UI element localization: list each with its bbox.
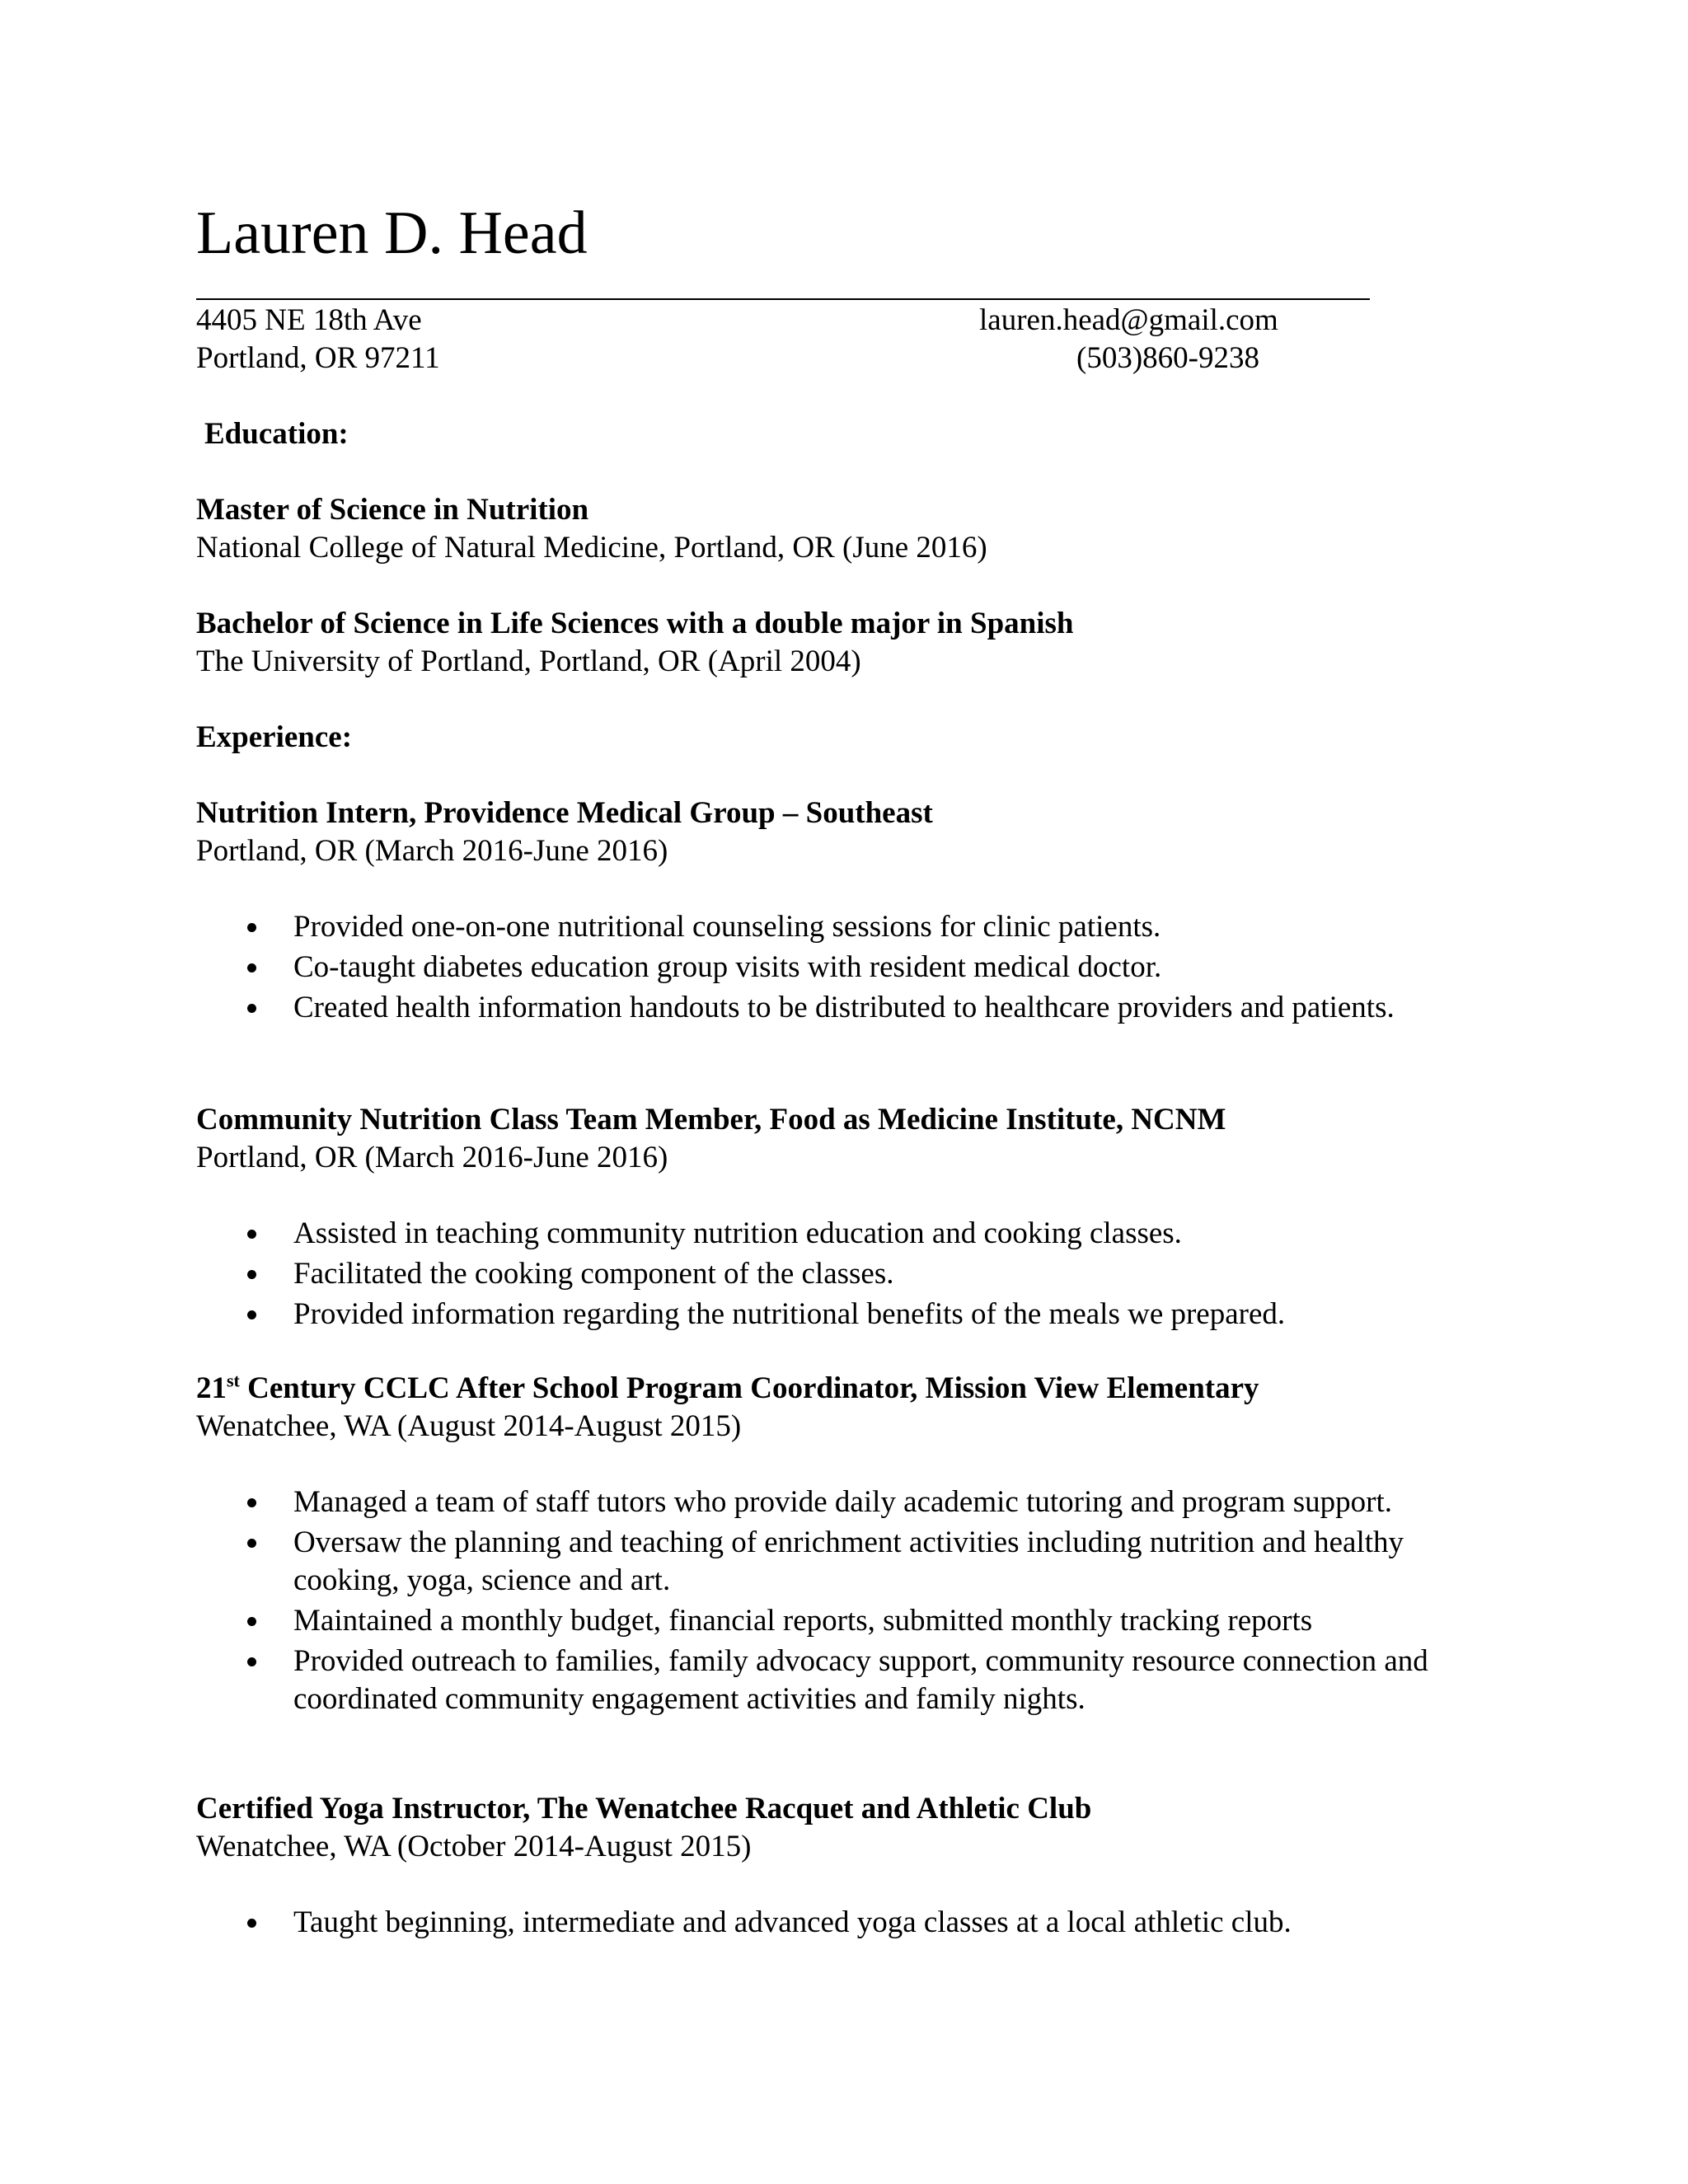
job-title: 21st Century CCLC After School Program Coordinator, Mission View Elementary bbox=[196, 1370, 1259, 1405]
job-location: Wenatchee, WA (August 2014-August 2015) bbox=[196, 1409, 742, 1443]
list-item: Assisted in teaching community nutrition education and cooking classes. bbox=[196, 1215, 1482, 1253]
list-item: Oversaw the planning and teaching of enrichment activities including nutrition and healthy cooking, yoga, science and art. bbox=[196, 1524, 1497, 1600]
education-heading: Education: bbox=[204, 417, 349, 451]
job-bullet-list bbox=[196, 1483, 1482, 1721]
degree-title: Master of Science in Nutrition bbox=[196, 493, 589, 527]
bullet-icon bbox=[247, 1919, 256, 1928]
list-item: Facilitated the cooking component of the classes. bbox=[196, 1255, 1482, 1293]
list-item: Maintained a monthly budget, financial reports, submitted monthly tracking reports bbox=[196, 1602, 1482, 1640]
job-bullet-list bbox=[196, 908, 1482, 1029]
list-item: Provided information regarding the nutritional benefits of the meals we prepared. bbox=[196, 1296, 1482, 1333]
job-title: Nutrition Intern, Providence Medical Group – Southeast bbox=[196, 796, 933, 830]
list-item: Managed a team of staff tutors who provide daily academic tutoring and program support. bbox=[196, 1483, 1480, 1521]
bullet-icon bbox=[247, 1230, 256, 1239]
list-item: Provided one-on-one nutritional counseling sessions for clinic patients. bbox=[196, 908, 1482, 946]
job-bullet-list bbox=[196, 1904, 1482, 1944]
bullet-icon bbox=[247, 1270, 256, 1279]
job-location: Portland, OR (March 2016-June 2016) bbox=[196, 834, 668, 868]
job-title: Certified Yoga Instructor, The Wenatchee Racquet and Athletic Club bbox=[196, 1792, 1092, 1825]
degree-detail: The University of Portland, Portland, OR (April 2004) bbox=[196, 644, 861, 678]
address-street: 4405 NE 18th Ave bbox=[196, 303, 422, 337]
phone-number: (503)860-9238 bbox=[1076, 341, 1259, 375]
bullet-icon bbox=[247, 1004, 256, 1013]
list-item: Taught beginning, intermediate and advanced yoga classes at a local athletic club. bbox=[196, 1904, 1482, 1942]
bullet-icon bbox=[247, 963, 256, 972]
bullet-icon bbox=[247, 1617, 256, 1626]
experience-heading: Experience: bbox=[196, 720, 353, 754]
job-location: Wenatchee, WA (October 2014-August 2015) bbox=[196, 1830, 752, 1863]
bullet-icon bbox=[247, 923, 256, 932]
email-address: lauren.head@gmail.com bbox=[979, 303, 1278, 337]
list-item: Co-taught diabetes education group visits with resident medical doctor. bbox=[196, 949, 1482, 987]
address-city: Portland, OR 97211 bbox=[196, 341, 440, 375]
list-item: Created health information handouts to be distributed to healthcare providers and patients. bbox=[196, 989, 1480, 1027]
job-location: Portland, OR (March 2016-June 2016) bbox=[196, 1141, 668, 1174]
bullet-icon bbox=[247, 1498, 256, 1507]
bullet-icon bbox=[247, 1657, 256, 1666]
job-bullet-list bbox=[196, 1215, 1482, 1336]
job-title: Community Nutrition Class Team Member, Food as Medicine Institute, NCNM bbox=[196, 1103, 1226, 1137]
resume-name: Lauren D. Head bbox=[196, 199, 588, 267]
list-item: Provided outreach to families, family advocacy support, community resource connection and coordinated community engagement activities and family nights. bbox=[196, 1643, 1563, 1718]
degree-title: Bachelor of Science in Life Sciences with a double major in Spanish bbox=[196, 607, 1074, 640]
bullet-icon bbox=[247, 1539, 256, 1548]
header-divider bbox=[196, 298, 1370, 300]
degree-detail: National College of Natural Medicine, Portland, OR (June 2016) bbox=[196, 531, 987, 565]
bullet-icon bbox=[247, 1310, 256, 1319]
